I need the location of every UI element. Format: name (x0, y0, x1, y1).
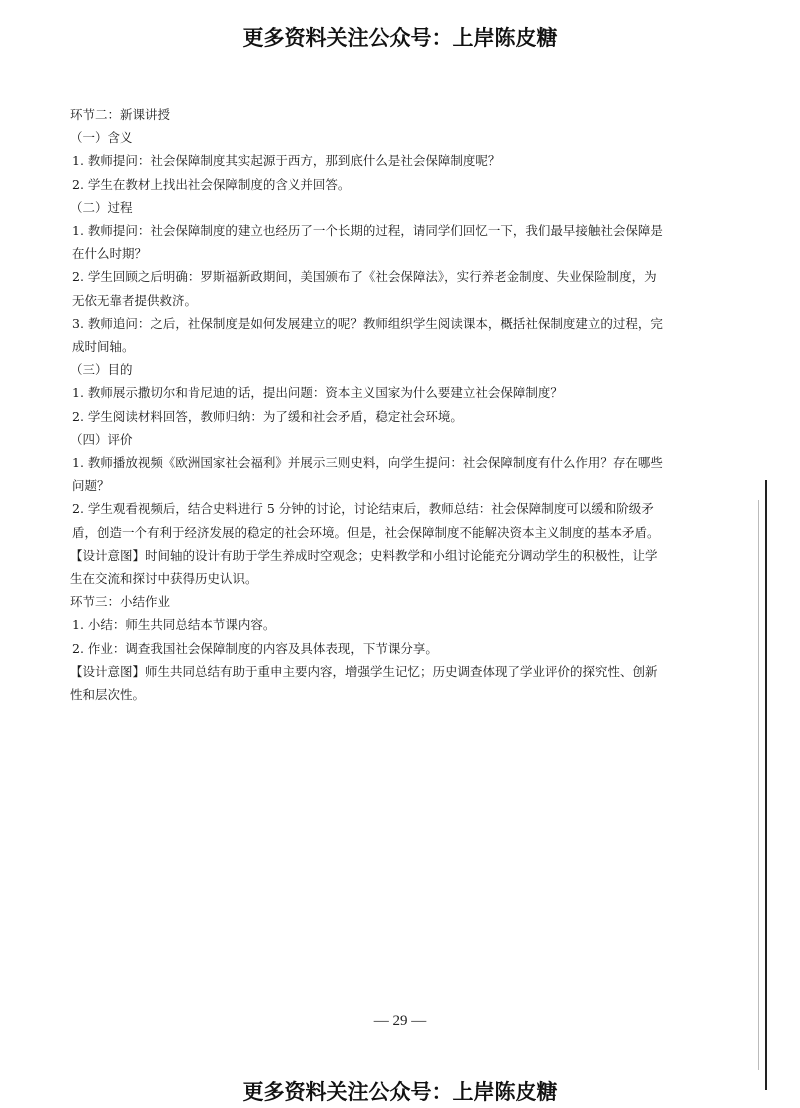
design-intent-note: 【设计意图】师生共同总结有助于重申主要内容，增强学生记忆；历史调查体现了学业评价的探究性、创新性和层次性。 (70, 663, 658, 703)
paragraph: 1. 教师展示撒切尔和肯尼迪的话，提出问题：资本主义国家为什么要建立社会保障制度？ (72, 385, 563, 401)
paragraph: 1. 教师提问：社会保障制度其实起源于西方，那到底什么是社会保障制度呢？ (72, 153, 501, 169)
subsection-heading: （二）过程 (70, 199, 133, 215)
scan-edge-shadow (758, 500, 759, 1070)
subsection-heading: （三）目的 (70, 362, 133, 378)
header-banner: 更多资料关注公众号：上岸陈皮糖 (242, 26, 558, 50)
section-heading: 环节三：小结作业 (70, 594, 171, 610)
paragraph: 3. 教师追问：之后，社保制度是如何发展建立的呢？教师组织学生阅读课本，概括社保制度建立的过程，完成时间轴。 (72, 315, 663, 355)
scan-edge-line (765, 480, 767, 1090)
subsection-heading: （四）评价 (70, 431, 133, 447)
paragraph: 2. 学生在教材上找出社会保障制度的含义并回答。 (72, 176, 351, 192)
paragraph: 2. 学生观看视频后，结合史料进行 5 分钟的讨论，讨论结束后，教师总结：社会保障制度可以缓和阶级矛盾，创造一个有利于经济发展的稳定的社会环境。但是，社会保障制度不能解决资本主义制度的基本矛盾。 (72, 501, 660, 540)
paragraph: 1. 小结：师生共同总结本节课内容。 (72, 617, 276, 633)
section-heading: 环节二：新课讲授 (70, 107, 171, 122)
paragraph: 1. 教师提问：社会保障制度的建立也经历了一个长期的过程，请同学们回忆一下，我们最早接触社会保障是在什么时期？ (72, 223, 663, 262)
page-number: — 29 — (373, 1013, 427, 1029)
paragraph: 2. 学生阅读材料回答，教师归纳：为了缓和社会矛盾，稳定社会环境。 (72, 408, 463, 424)
subsection-heading: （一）含义 (70, 130, 133, 146)
footer-banner: 更多资料关注公众号：上岸陈皮糖 (242, 1080, 558, 1104)
design-intent-note: 【设计意图】时间轴的设计有助于学生养成时空观念；史料教学和小组讨论能充分调动学生的积极性，让学生在交流和探讨中获得历史认识。 (70, 547, 658, 587)
paragraph: 1. 教师播放视频《欧洲国家社会福利》并展示三则史料，向学生提问：社会保障制度有什么作用？存在哪些问题？ (72, 455, 663, 494)
paragraph: 2. 学生回顾之后明确：罗斯福新政期间，美国颁布了《社会保障法》，实行养老金制度、失业保险制度，为无依无靠者提供救济。 (72, 269, 657, 308)
document-body (70, 103, 665, 706)
paragraph: 2. 作业：调查我国社会保障制度的内容及具体表现，下节课分享。 (72, 640, 438, 656)
